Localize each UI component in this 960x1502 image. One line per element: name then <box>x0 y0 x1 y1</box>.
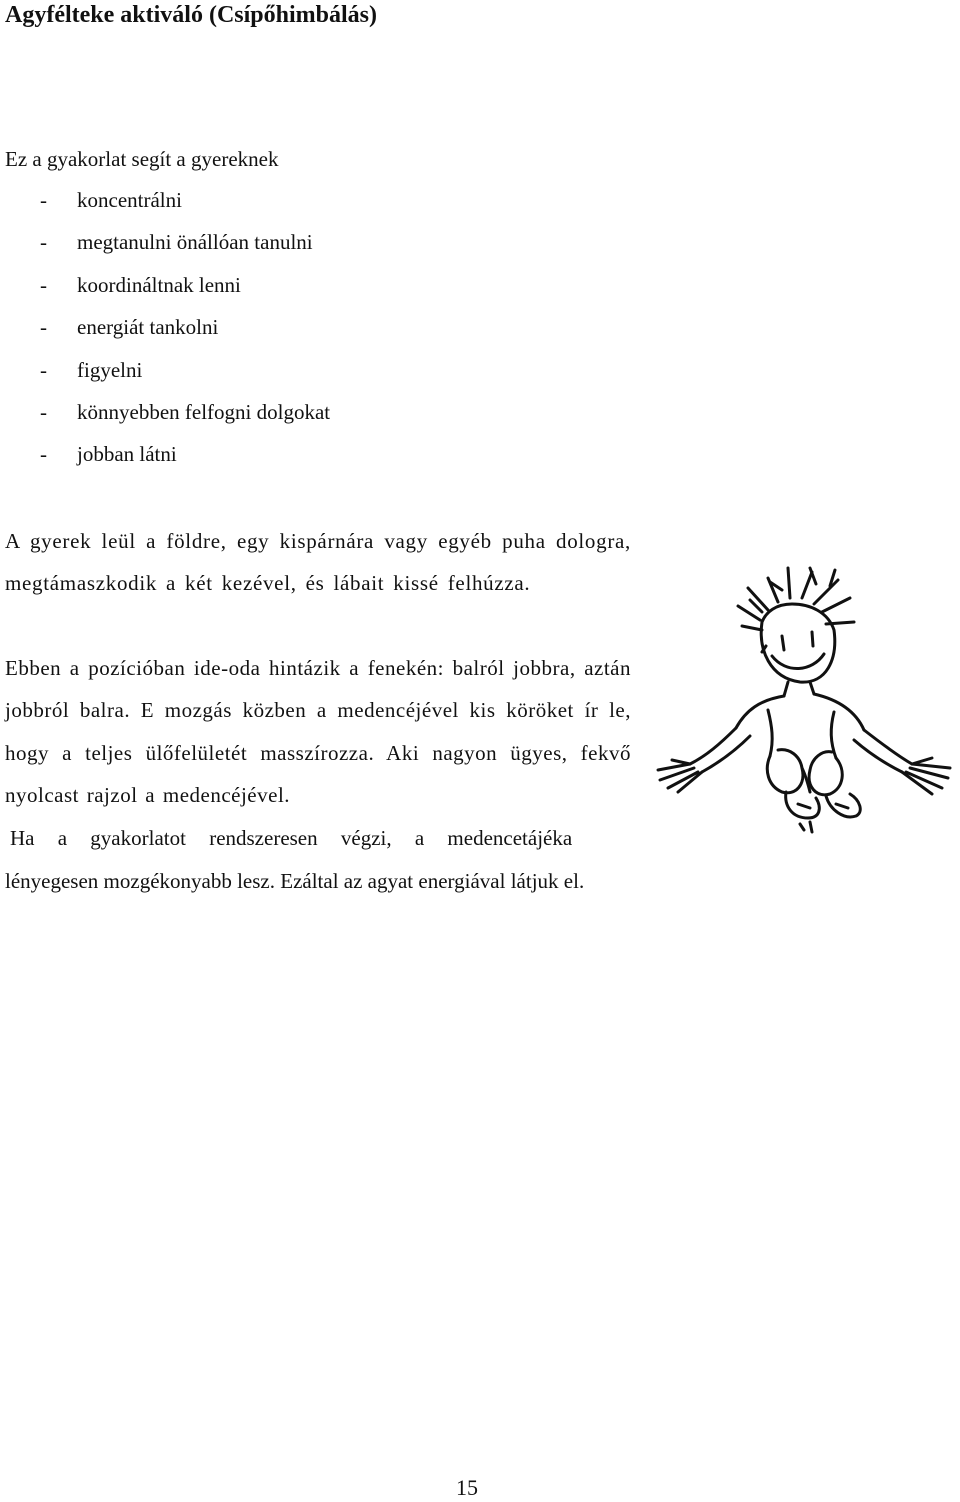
dash-bullet: - <box>40 357 47 382</box>
instruction-paragraph-3: Ha a gyakorlatot rendszeresen végzi, a medencetájéka <box>10 826 573 850</box>
list-item-text: koordináltnak lenni <box>77 272 241 297</box>
intro-text: Ez a gyakorlat segít a gyereknek <box>5 147 279 171</box>
list-item-text: figyelni <box>77 357 143 382</box>
instruction-paragraph-3-continued: lényegesen mozgékonyabb lesz. Ezáltal az agyat energiával látjuk el. <box>5 869 585 893</box>
page-number: 15 <box>456 1475 478 1500</box>
dash-bullet: - <box>40 230 47 255</box>
dash-bullet: - <box>40 442 47 467</box>
list-item-text: könnyebben felfogni dolgokat <box>77 399 331 424</box>
page-title: Agyféltеke aktiváló (Csípőhimbálás) <box>5 2 377 28</box>
list-item-text: jobban látni <box>77 442 177 467</box>
dash-bullet: - <box>40 188 47 212</box>
sitting-child-illustration <box>650 560 960 835</box>
dash-bullet: - <box>40 399 47 424</box>
instruction-paragraph-1: A gyerek leül a földre, egy kispárnára vagy egyéb puha dologra, megtámaszkodik a két kezével, és lábait kissé felhúzza. <box>5 529 631 596</box>
list-item-text: energiát tankolni <box>77 315 219 340</box>
list-item-text: megtanulni önállóan tanulni <box>77 230 313 255</box>
instruction-paragraph-2: Ebben a pozícióban ide-oda hintázik a fenekén: balról jobbra, aztán jobbról balra. E mozgás közben a medencéjével kis köröket ír le, hogy a teljes ülőfelületét masszírozza. Aki nagyon ügyes, fekvő nyolcast rajzol a medencéjével. <box>5 656 631 808</box>
dash-bullet: - <box>40 315 47 340</box>
dash-bullet: - <box>40 272 47 297</box>
list-item-text: koncentrálni <box>77 188 182 212</box>
